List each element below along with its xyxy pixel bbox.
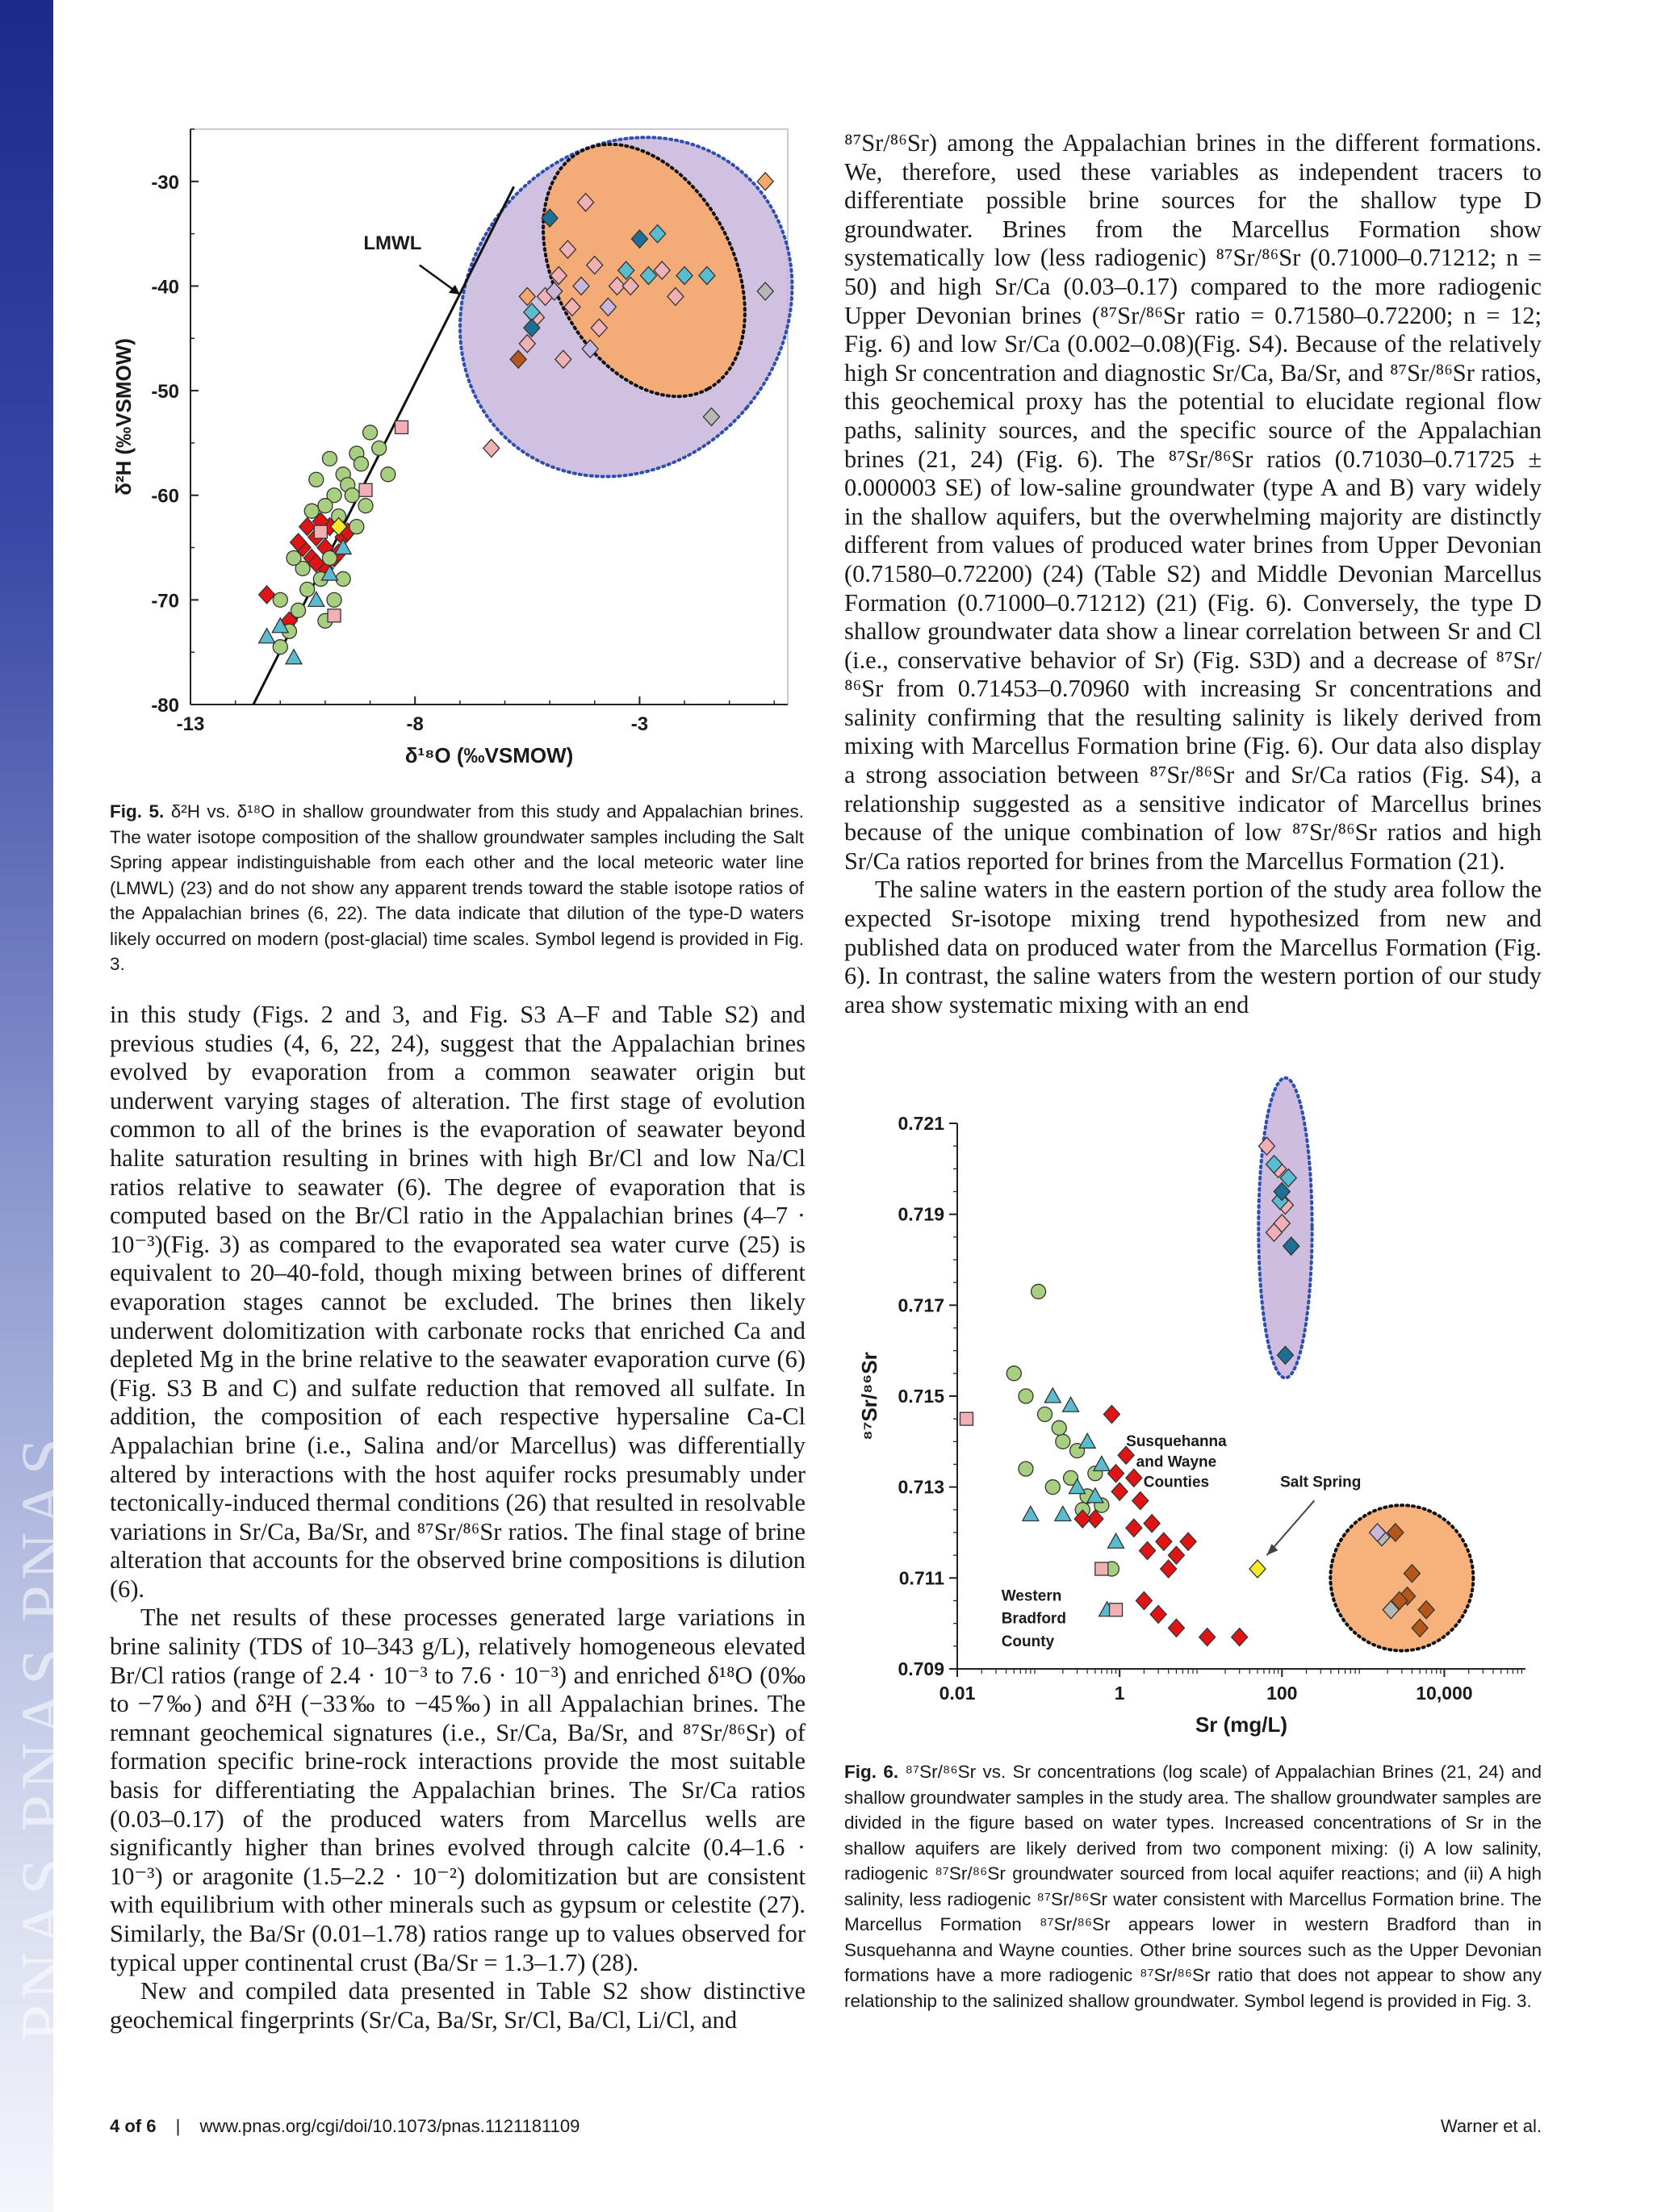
fig6-x-tick-label: 10,000 bbox=[1416, 1683, 1473, 1704]
left-paragraph-3: New and compiled data presented in Table S2 show distinctive geochemical fingerprints (Sr/Ca, Ba/Sr, Sr/Cl, Ba/Cl, Li/Cl, and bbox=[110, 1977, 806, 2034]
fig6-x-tick-label: 0.01 bbox=[939, 1683, 976, 1704]
fig5-caption-text: δ²H vs. δ¹⁸O in shallow groundwater from this study and Appalachian brines. The water isotope composition of the shallow groundwater samples including the Salt Spring appear indistinguishable from each other and the local meteoric water line (LMWL) (23) and do not show any apparent trends toward the stable isotope ratios of the Appalachian brines (6, 22). The data indicate that dilution of the type-D waters likely occurred on modern (post-glacial) time scales. Symbol legend is provided in Fig. 3. bbox=[110, 801, 804, 974]
fig5-point-green-circle bbox=[291, 603, 306, 617]
fig5-y-tick-label: -60 bbox=[151, 485, 179, 508]
fig6-point-green-circle bbox=[1006, 1366, 1021, 1381]
fig5-point-green-circle bbox=[287, 551, 301, 566]
fig6-point-green-circle bbox=[1019, 1461, 1033, 1476]
fig5-point-green-circle bbox=[300, 582, 315, 596]
fig5-point-green-circle bbox=[304, 504, 319, 518]
fig6-annotation-susquehanna-3: Counties bbox=[1143, 1474, 1210, 1491]
fig5-point-green-circle bbox=[336, 571, 350, 586]
fig5-point-green-circle bbox=[381, 467, 395, 482]
fig6-point-green-circle bbox=[1056, 1434, 1070, 1449]
fig5-point-green-circle bbox=[372, 441, 387, 455]
fig6-annotation-bradford-2: Bradford bbox=[1001, 1610, 1066, 1628]
fig6-caption bbox=[844, 1759, 1542, 2013]
fig6-ellipse-orange bbox=[1330, 1505, 1473, 1650]
left-paragraph-1: in this study (Figs. 2 and 3, and Fig. S3 A–F and Table S2) and previous studies (4, 6, 22, 24), suggest that the Appalachian brines evolved by evaporation from a common seawater origin but underwent varying stages of alteration. The first stage of evolution common to all of the brines is the evaporation of seawater beyond halite saturation resulting in brines with high Br/Cl and low Na/Cl ratios relative to seawater (6). The degree of evaporation that is computed based on the Br/Cl ratio in the Appalachian brines (4–7 · 10⁻³)(Fig. 3) as compared to the evaporated sea water curve (25) is equivalent to 20–40-fold, though mixing between brines of different evaporation stages cannot be excluded. The brines then likely underwent dolomitization with carbonate rocks that enriched Ca and depleted Mg in the brine relative to the seawater evaporation curve (6) (Fig. S3 B and C) and sulfate reduction that removed all sulfate. In addition, the composition of each respective hypersaline Ca-Cl Appalachian brine (i.e., Salina and/or Marcellus) was differentially altered by interactions with the host aquifer rocks presumably under tectonically-induced thermal conditions (26) that resulted in resolvable variations in Sr/Ca, Ba/Sr, and ⁸⁷Sr/⁸⁶Sr ratios. The final stage of brine alteration that accounts for the observed brine compositions is dilution (6). bbox=[110, 1001, 806, 1603]
fig5-y-tick-label: -30 bbox=[151, 171, 179, 194]
fig5-point-green-circle bbox=[322, 551, 337, 566]
fig5-point-green-circle bbox=[273, 592, 287, 607]
fig6-annotation-bradford-3: County bbox=[1001, 1633, 1055, 1650]
fig6-x-tick-label: 1 bbox=[1114, 1683, 1125, 1704]
fig6-point-green-circle bbox=[1038, 1407, 1052, 1422]
fig6-chart bbox=[844, 1106, 1542, 1751]
left-paragraph-2: The net results of these processes generated large variations in brine salinity (TDS of 10–343 g/L), relatively homogeneous elevated Br/Cl ratios (range of 2.4 · 10⁻³ to 7.6 · 10⁻³) and enriched δ¹⁸O (0‰ to −7‰) and δ²H (−33‰ to −45‰) in all Appalachian brines. The remnant geochemical signatures (i.e., Sr/Ca, Ba/Sr, and ⁸⁷Sr/⁸⁶Sr) of formation specific brine-rock interactions provide the most suitable basis for differentiating the Appalachian brines. The Sr/Ca ratios (0.03–0.17) of the produced waters from Marcellus wells are significantly higher than brines evolved through calcite (0.4–1.6 · 10⁻³) or aragonite (1.5–2.2 · 10⁻²) dolomitization but are consistent with equilibrium with other minerals such as gypsum or celestite (27). Similarly, the Ba/Sr (0.01–1.78) ratios range up to values observed for typical upper continental crust (Ba/Sr = 1.3–1.7) (28). bbox=[110, 1604, 806, 1976]
fig6-point-pink-square bbox=[960, 1412, 973, 1425]
fig6-y-tick-label: 0.715 bbox=[898, 1386, 944, 1407]
side-banner bbox=[0, 0, 81, 2212]
fig5-lmwl-label: LMWL bbox=[363, 232, 422, 255]
fig6-point-green-circle bbox=[1045, 1480, 1060, 1495]
fig5-y-label: δ²H (‰VSMOW) bbox=[111, 338, 136, 496]
fig6-point-green-circle bbox=[1052, 1420, 1066, 1435]
fig6-point-pink-square bbox=[1110, 1604, 1123, 1616]
footer-author: Warner et al. bbox=[1440, 2116, 1542, 2136]
fig5-y-tick-label: -70 bbox=[151, 590, 179, 613]
fig5-point-green-circle bbox=[318, 499, 333, 513]
footer-doi-link[interactable]: www.pnas.org/cgi/doi/10.1073/pnas.1121181109 bbox=[199, 2116, 580, 2136]
figure-6 bbox=[844, 1106, 1542, 1751]
fig6-annotation-salt-spring: Salt Spring bbox=[1280, 1474, 1362, 1491]
fig5-point-green-circle bbox=[358, 499, 373, 513]
fig6-annotation-susquehanna-1: Susquehanna bbox=[1126, 1432, 1227, 1450]
fig5-point-green-circle bbox=[363, 425, 378, 440]
fig6-y-tick-label: 0.711 bbox=[898, 1567, 944, 1589]
fig5-point-green-circle bbox=[273, 640, 287, 654]
fig6-point-green-circle bbox=[1019, 1389, 1033, 1403]
fig6-point-green-circle bbox=[1032, 1284, 1046, 1298]
fig6-y-tick-label: 0.719 bbox=[898, 1203, 944, 1225]
side-banner-text: PNAS PNAS PNAS bbox=[7, 1433, 81, 2042]
fig5-point-pink-square bbox=[328, 609, 341, 622]
fig5-x-tick-label: -13 bbox=[176, 713, 205, 735]
fig5-caption-label: Fig. 5. bbox=[110, 801, 165, 822]
fig5-x-label: δ¹⁸O (‰VSMOW) bbox=[404, 743, 574, 767]
fig6-x-tick-label: 100 bbox=[1266, 1683, 1298, 1704]
fig5-x-tick-label: -3 bbox=[630, 713, 649, 735]
right-column bbox=[844, 129, 1542, 1019]
fig5-point-pink-square bbox=[359, 483, 372, 496]
fig5-caption bbox=[110, 799, 804, 977]
fig5-y-tick-label: -50 bbox=[151, 381, 179, 404]
footer-page-number: 4 of 6 bbox=[110, 2116, 157, 2136]
fig6-y-tick-label: 0.721 bbox=[898, 1113, 944, 1134]
fig5-point-green-circle bbox=[349, 520, 364, 534]
fig5-y-tick-label: -80 bbox=[151, 695, 179, 717]
fig5-chart bbox=[110, 121, 804, 791]
fig5-point-green-circle bbox=[322, 451, 337, 466]
fig6-x-label: Sr (mg/L) bbox=[1195, 1712, 1288, 1737]
fig6-caption-label: Fig. 6. bbox=[844, 1762, 899, 1782]
footer-separator: | bbox=[175, 2116, 181, 2136]
fig6-annotation-susquehanna-2: and Wayne bbox=[1136, 1453, 1217, 1471]
fig6-point-pink-square bbox=[1095, 1562, 1108, 1575]
page-footer bbox=[110, 2116, 1542, 2143]
fig6-caption-text: ⁸⁷Sr/⁸⁶Sr vs. Sr concentrations (log scale) of Appalachian Brines (21, 24) and shallow groundwater samples in the study area. The shallow groundwater samples are divided in the figure based on water types. Increased concentrations of Sr in the shallow aquifers are likely derived from two component mixing: (i) A low salinity, radiogenic ⁸⁷Sr/⁸⁶Sr groundwater sourced from local aquifer reactions; and (ii) A high salinity, less radiogenic ⁸⁷Sr/⁸⁶Sr water consistent with Marcellus Formation brine. The Marcellus Formation ⁸⁷Sr/⁸⁶Sr appears lower in western Bradford than in Susquehanna and Wayne counties. Other brine sources such as the Upper Devonian formations have a more radiogenic ⁸⁷Sr/⁸⁶Sr ratio that does not appear to show any relationship to the salinized shallow groundwater. Symbol legend is provided in Fig. 3. bbox=[844, 1762, 1542, 2011]
fig5-x-tick-label: -8 bbox=[406, 713, 424, 735]
fig6-y-label: ⁸⁷Sr/⁸⁶Sr bbox=[857, 1352, 881, 1441]
right-paragraph-2: The saline waters in the eastern portion of the study area follow the expected Sr-isotope mixing trend hypothesized from new and published data on produced water from the Marcellus Formation (Fig. 6). In contrast, the saline waters from the western portion of our study area show systematic mixing with an end bbox=[844, 876, 1542, 1018]
fig6-y-tick-label: 0.717 bbox=[898, 1294, 944, 1316]
fig5-point-green-circle bbox=[345, 488, 359, 503]
fig5-point-pink-square bbox=[314, 525, 327, 538]
fig6-y-tick-label: 0.713 bbox=[898, 1476, 944, 1498]
fig5-point-green-circle bbox=[327, 592, 341, 607]
figure-5 bbox=[110, 121, 804, 791]
fig5-y-tick-label: -40 bbox=[151, 276, 179, 299]
left-column bbox=[110, 1001, 806, 2034]
fig6-annotation-bradford-1: Western bbox=[1001, 1587, 1062, 1605]
fig5-point-green-circle bbox=[354, 457, 368, 471]
right-paragraph-1: ⁸⁷Sr/⁸⁶Sr) among the Appalachian brines in the different formations. We, therefore, used these variables as independent tracers to differentiate possible brine sources for the shallow type D groundwater. Brines from the Marcellus Formation show systematically low (less radiogenic) ⁸⁷Sr/⁸⁶Sr (0.71000–0.71212; n = 50) and high Sr/Ca (0.03–0.17) compared to the more radiogenic Upper Devonian brines (⁸⁷Sr/⁸⁶Sr ratio = 0.71580–0.72200; n = 12; Fig. 6) and low Sr/Ca (0.002–0.08)(Fig. S4). Because of the relatively high Sr concentration and diagnostic Sr/Ca, Ba/Sr, and ⁸⁷Sr/⁸⁶Sr ratios, this geochemical proxy has the potential to elucidate regional flow paths, salinity sources, and the specific source of the Appalachian brines (21, 24) (Fig. 6). The ⁸⁷Sr/⁸⁶Sr ratios (0.71030–0.71725 ± 0.000003 SE) of low-saline groundwater (type A and B) vary widely in the shallow aquifers, but the overwhelming majority are distinctly different from values of produced water brines from Upper Devonian (0.71580–0.72200) (24) (Table S2) and Middle Devonian Marcellus Formation (0.71000–0.71212) (21) (Fig. 6). Conversely, the type D shallow groundwater data show a linear correlation between Sr and Cl (i.e., conservative behavior of Sr) (Fig. S3D) and a decrease of ⁸⁷Sr/⁸⁶Sr from 0.71453–0.70960 with increasing Sr concentrations and salinity confirming that the resulting salinity is likely derived from mixing with Marcellus Formation brine (Fig. 6). Our data also display a strong association between ⁸⁷Sr/⁸⁶Sr and Sr/Ca ratios (Fig. S4), a relationship suggested as a sensitive indicator of Marcellus brines because of the unique combination of low ⁸⁷Sr/⁸⁶Sr ratios and high Sr/Ca ratios reported for brines from the Marcellus Formation (21). bbox=[844, 129, 1542, 875]
fig5-point-green-circle bbox=[309, 472, 324, 487]
fig6-y-tick-label: 0.709 bbox=[898, 1658, 944, 1679]
fig5-point-pink-square bbox=[395, 420, 408, 433]
